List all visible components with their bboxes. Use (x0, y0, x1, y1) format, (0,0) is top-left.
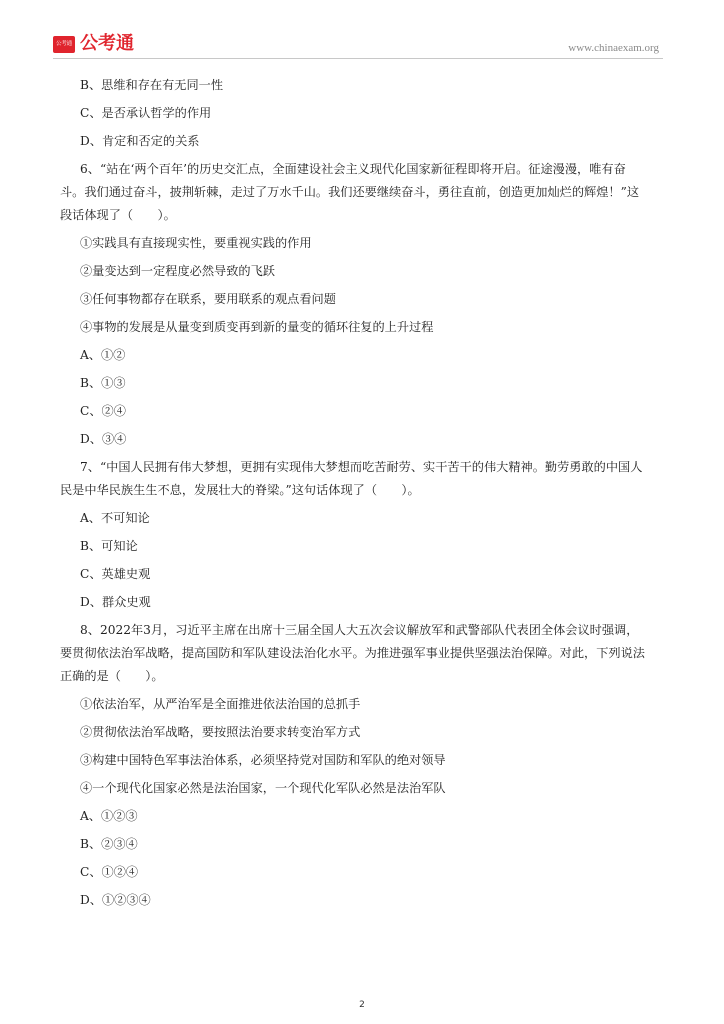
stem-line: 6、“站在‘两个百年’的历史交汇点，全面建设社会主义现代化国家新征程即将开启。征途漫漫，唯有奋 (80, 162, 626, 176)
option-line: C、是否承认哲学的作用 (80, 106, 212, 120)
stem-line: 8、2022年3月，习近平主席在出席十三届全国人大五次会议解放军和武警部队代表团全体会议时强调， (80, 623, 639, 637)
option-line: D、③④ (80, 432, 127, 446)
option-line: D、肯定和否定的关系 (80, 134, 200, 148)
stem-line: 段话体现了（ ）。 (60, 208, 176, 222)
option-line: A、不可知论 (80, 511, 150, 525)
site-url: www.chinaexam.org (568, 42, 659, 54)
option-line: C、②④ (80, 404, 126, 418)
statement-line: ①依法治军，从严治军是全面推进依法治国的总抓手 (80, 697, 361, 711)
statement-line: ④事物的发展是从量变到质变再到新的量变的循环往复的上升过程 (80, 320, 434, 334)
stem-line: 要贯彻依法治军战略，提高国防和军队建设法治化水平。为推进强军事业提供坚强法治保障。对此，下列说法 (60, 646, 645, 660)
logo-badge: 公考通 (53, 36, 75, 53)
page-number: 2 (359, 1000, 365, 1010)
stem-line: 正确的是（ ）。 (60, 669, 164, 683)
document-body (60, 75, 670, 918)
logo-text: 公考通 (80, 33, 134, 54)
stem-line: 斗。我们通过奋斗，披荆斩棘，走过了万水千山。我们还要继续奋斗，勇往直前，创造更加灿烂的辉煌！”这 (60, 185, 640, 199)
question-8-stem (60, 620, 670, 686)
header-divider (53, 58, 663, 59)
option-line: B、思维和存在有无同一性 (80, 78, 224, 92)
option-line: D、群众史观 (80, 595, 151, 609)
option-line: B、可知论 (80, 539, 138, 553)
statement-line: ③任何事物都存在联系，要用联系的观点看问题 (80, 292, 336, 306)
question-7-stem (60, 457, 670, 500)
statement-line: ②贯彻依法治军战略，要按照法治要求转变治军方式 (80, 725, 361, 739)
option-line: C、英雄史观 (80, 567, 151, 581)
statement-line: ①实践具有直接现实性，要重视实践的作用 (80, 236, 312, 250)
option-line: D、①②③④ (80, 893, 151, 907)
option-line: A、①②③ (80, 809, 138, 823)
option-line: C、①②④ (80, 865, 139, 879)
question-6-stem (60, 159, 670, 225)
statement-line: ④一个现代化国家必然是法治国家，一个现代化军队必然是法治军队 (80, 781, 446, 795)
statement-line: ③构建中国特色军事法治体系，必须坚持党对国防和军队的绝对领导 (80, 753, 446, 767)
option-line: A、①② (80, 348, 126, 362)
stem-line: 民是中华民族生生不息，发展壮大的脊梁。”这句话体现了（ ）。 (60, 483, 420, 497)
page-header (53, 33, 663, 58)
option-line: B、②③④ (80, 837, 138, 851)
stem-line: 7、“中国人民拥有伟大梦想，更拥有实现伟大梦想而吃苦耐劳、实干苦干的伟大精神。勤劳勇敢的中国人 (80, 460, 643, 474)
option-line: B、①③ (80, 376, 126, 390)
statement-line: ②量变达到一定程度必然导致的飞跃 (80, 264, 275, 278)
